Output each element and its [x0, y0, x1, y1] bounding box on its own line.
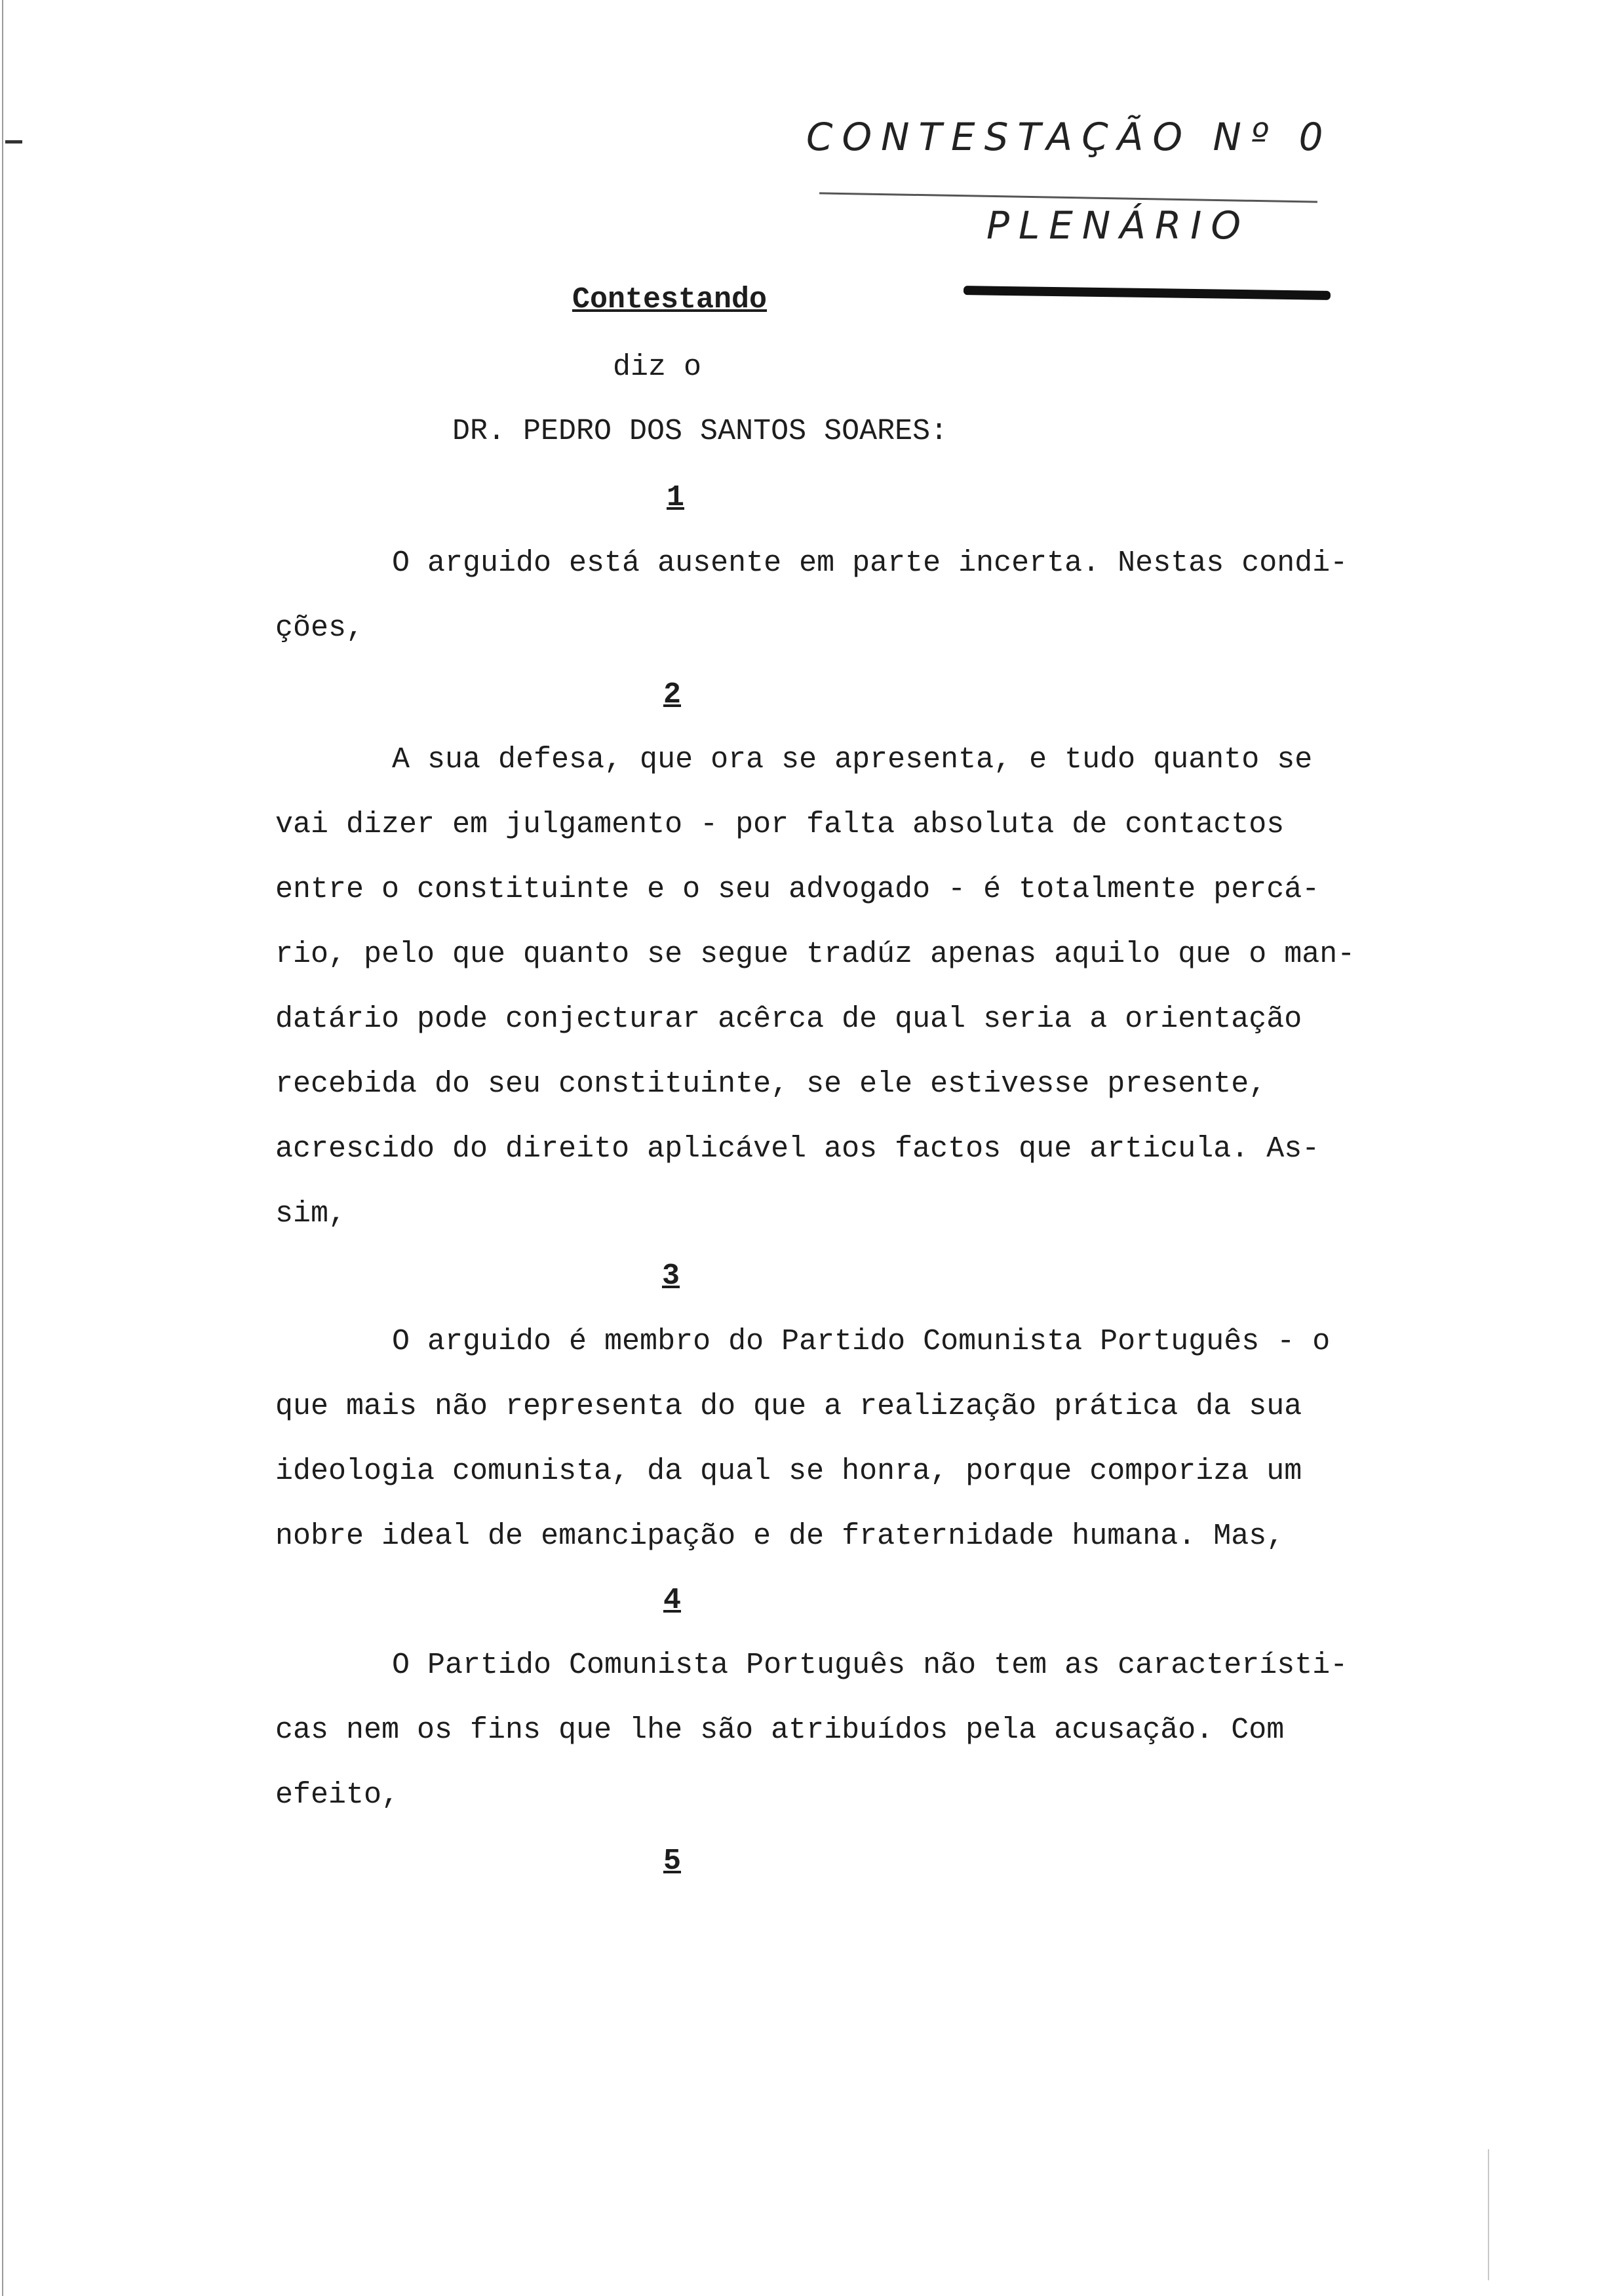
handwritten-underline [819, 192, 1317, 202]
paragraph-line: recebida do seu constituinte, se ele estivesse presente, [275, 1067, 1267, 1101]
paragraph-line: datário pode conjecturar acêrca de qual seria a orientação [275, 1003, 1302, 1036]
defendant-name: DR. PEDRO DOS SANTOS SOARES: [452, 415, 948, 448]
document-heading: Contestando [572, 283, 768, 316]
intro-text: diz o [613, 351, 702, 384]
paragraph-line: cas nem os fins que lhe são atribuídos pela acusação. Com [275, 1713, 1285, 1747]
handwritten-note-line2: PLENÁRIO [986, 203, 1251, 248]
section-number-5: 5 [663, 1845, 682, 1878]
paragraph-line: acrescido do direito aplicável aos factos que articula. As- [275, 1132, 1320, 1166]
paragraph-line: entre o constituinte e o seu advogado - é totalmente percá- [275, 873, 1320, 906]
paragraph-line: que mais não representa do que a realização prática da sua [275, 1390, 1302, 1423]
paragraph-line: O arguido está ausente em parte incerta. Nestas condi- [392, 546, 1348, 580]
scan-edge-right [1488, 2149, 1489, 2280]
paragraph-line: O arguido é membro do Partido Comunista Português - o [392, 1325, 1331, 1358]
paragraph-line: efeito, [275, 1778, 400, 1812]
section-number-2: 2 [663, 678, 682, 712]
paragraph-3 [275, 1309, 1488, 1569]
paragraph-line: vai dizer em julgamento - por falta absoluta de contactos [275, 808, 1285, 841]
paragraph-2 [275, 727, 1488, 1246]
paragraph-1 [275, 531, 1488, 660]
paragraph-line: ções, [275, 611, 364, 645]
section-number-1: 1 [667, 481, 685, 514]
scan-edge-left [2, 0, 3, 2296]
paragraph-line: nobre ideal de emancipação e de fraternidade humana. Mas, [275, 1520, 1285, 1553]
paragraph-4 [275, 1633, 1488, 1827]
ink-stroke [963, 286, 1331, 300]
paragraph-line: ideologia comunista, da qual se honra, porque comporiza um [275, 1455, 1302, 1488]
paragraph-line: sim, [275, 1197, 347, 1231]
handwritten-note-line1: CONTESTAÇÃO Nº 0 [806, 115, 1333, 159]
section-number-3: 3 [662, 1259, 680, 1293]
paragraph-line: O Partido Comunista Português não tem as característi- [392, 1649, 1348, 1682]
section-number-4: 4 [663, 1584, 682, 1617]
paragraph-line: A sua defesa, que ora se apresenta, e tudo quanto se [392, 743, 1313, 776]
margin-mark [5, 140, 22, 144]
paragraph-line: rio, pelo que quanto se segue tradúz apenas aquilo que o man- [275, 938, 1355, 971]
